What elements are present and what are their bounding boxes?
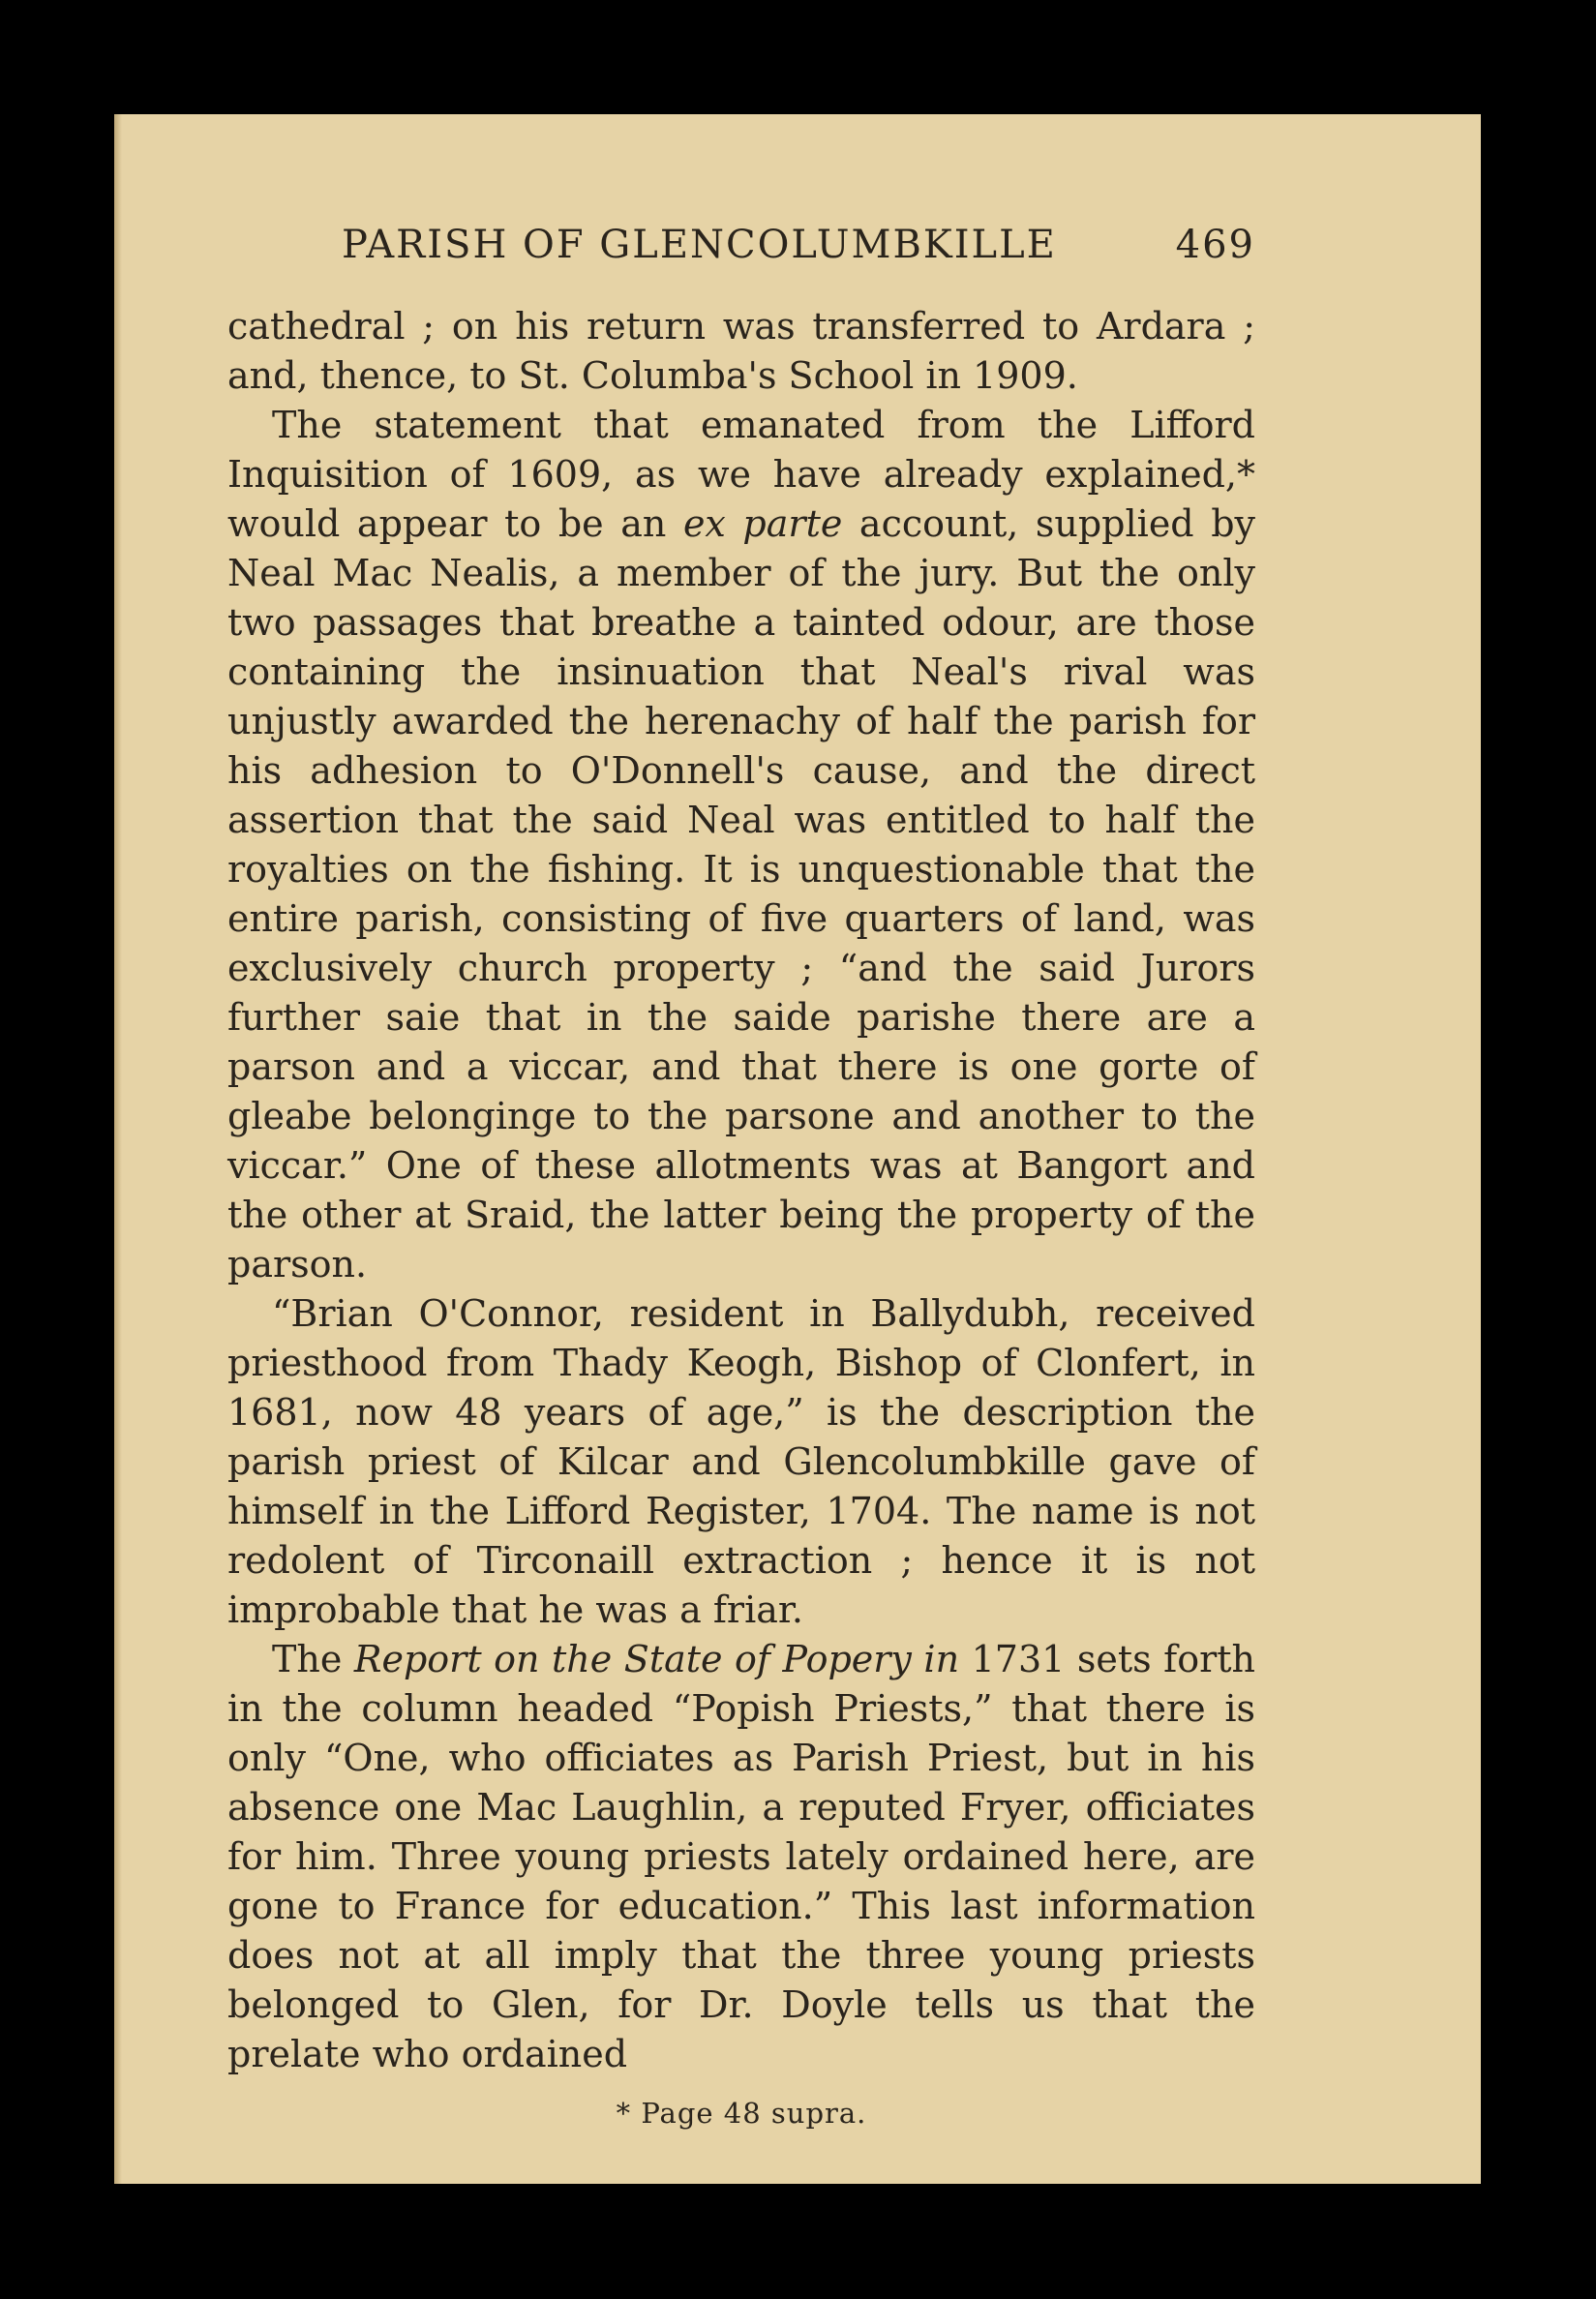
- footnote: * Page 48 supra.: [616, 2097, 867, 2130]
- text-block: [227, 223, 1255, 2130]
- page-spine-shadow: [114, 114, 122, 2184]
- paragraph-3: “Brian O'Connor, resident in Ballydubh, received priesthood from Thady Keogh, Bishop of Clonfert, in 1681, now 48 years of age,” is the description the parish priest of Kilcar and Glencolumbkille gave of himself in the Lifford Register, 1704. The name is not redolent of Tirconaill extraction ; hence it is not improbable that he was a friar.: [227, 1292, 1255, 1631]
- paragraph-2-italic: ex parte: [682, 502, 843, 545]
- paragraph-2: [227, 401, 1255, 1289]
- running-head: [227, 223, 1255, 281]
- paragraph-4-italic-title: Report on the State of Popery in: [353, 1638, 960, 1680]
- paragraph-2-text-start: The statement that emanated from the Lifford Inquisition of 1609, as we have already explained,* would appear to be an: [227, 404, 1255, 545]
- paragraph-4: [227, 1635, 1255, 2079]
- paragraph-1: cathedral ; on his return was transferred to Ardara ; and, thence, to St. Columba's School in 1909.: [227, 305, 1255, 397]
- book-page: [114, 114, 1481, 2184]
- running-title: PARISH OF GLENCOLUMBKILLE: [342, 223, 1057, 267]
- paragraph-2-text-end: account, supplied by Neal Mac Nealis, a member of the jury. But the only two passages that breathe a tainted odour, are those containing the insinuation that Neal's rival was unjustly awarded the herenachy of half the parish for his adhesion to O'Donnell's cause, and the direct assertion that the said Neal was entitled to half the royalties on the fishing. It is unquestionable that the entire parish, consisting of five quarters of land, was exclusively church property ; “and the said Jurors further saie that in the saide parishe there are a parson and a viccar, and that there is one gorte of gleabe belonginge to the parsone and another to the viccar.” One of these allotments was at Bangort and the other at Sraid, the latter being the property of the parson.: [227, 502, 1255, 1286]
- paragraph-4-text-start: The: [272, 1638, 354, 1680]
- page-number: 469: [1175, 223, 1255, 267]
- paragraph-4-text-end: 1731 sets forth in the column headed “Popish Priests,” that there is only “One, who officiates as Parish Priest, but in his absence one Mac Laughlin, a reputed Fryer, officiates for him. Three young priests lately ordained here, are gone to France for education.” This last information does not at all imply that the three young priests belonged to Glen, for Dr. Doyle tells us that the prelate who ordained: [227, 1638, 1256, 2075]
